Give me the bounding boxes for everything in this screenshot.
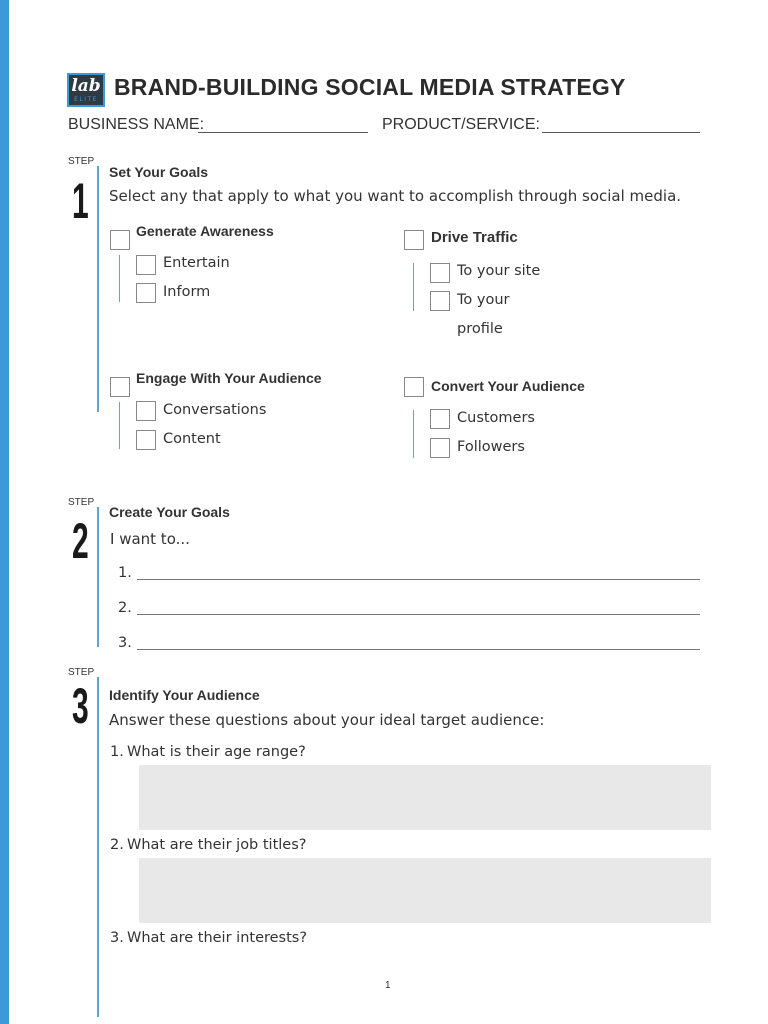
entertain-checkbox[interactable] [136, 255, 156, 275]
question-1-answer-box[interactable] [139, 765, 711, 830]
logo-subtext: ELITE [74, 96, 98, 103]
engage-audience-label: Engage With Your Audience [136, 370, 322, 386]
lab-elite-logo [67, 73, 105, 107]
left-accent-bar [0, 0, 9, 1024]
convert-audience-label: Convert Your Audience [431, 378, 585, 394]
question-3-text: What are their interests? [127, 930, 308, 946]
customers-label: Customers [457, 410, 535, 426]
question-3-number: 3. [110, 930, 124, 946]
conversations-label: Conversations [163, 402, 267, 418]
customers-checkbox[interactable] [430, 409, 450, 429]
drive-traffic-checkbox[interactable] [404, 230, 424, 250]
drive-traffic-label: Drive Traffic [431, 229, 518, 246]
step-3-instruction: Answer these questions about your ideal target audience: [109, 711, 545, 729]
product-service-label: PRODUCT/SERVICE: [382, 116, 540, 133]
goal-2-number: 2. [118, 600, 132, 616]
convert-audience-rule [413, 410, 414, 458]
goal-2-field[interactable] [137, 614, 700, 615]
step-1-rule [97, 166, 99, 412]
to-your-profile-label-cont: profile [457, 321, 503, 337]
step-1-label: STEP [68, 156, 95, 167]
logo-text: lab [71, 76, 101, 96]
drive-traffic-rule [413, 263, 414, 311]
generate-awareness-rule [119, 255, 120, 302]
to-your-profile-checkbox[interactable] [430, 291, 450, 311]
goal-3-number: 3. [118, 635, 132, 651]
step-3-label: STEP [68, 667, 95, 678]
page-number: 1 [385, 980, 391, 991]
followers-label: Followers [457, 439, 525, 455]
inform-label: Inform [163, 284, 211, 300]
question-2-answer-box[interactable] [139, 858, 711, 923]
to-your-site-label: To your site [457, 263, 541, 279]
step-1-instruction: Select any that apply to what you want to accomplish through social media. [109, 187, 682, 205]
followers-checkbox[interactable] [430, 438, 450, 458]
step-3-number: 3 [72, 678, 89, 734]
generate-awareness-checkbox[interactable] [110, 230, 130, 250]
step-3-heading: Identify Your Audience [109, 687, 260, 703]
conversations-checkbox[interactable] [136, 401, 156, 421]
question-2-number: 2. [110, 837, 124, 853]
page-title: BRAND-BUILDING SOCIAL MEDIA STRATEGY [114, 74, 626, 100]
question-1-text: What is their age range? [127, 744, 306, 760]
question-1-number: 1. [110, 744, 124, 760]
to-your-site-checkbox[interactable] [430, 263, 450, 283]
generate-awareness-label: Generate Awareness [136, 223, 274, 239]
product-service-field[interactable] [542, 132, 700, 133]
goal-1-number: 1. [118, 565, 132, 581]
step-3-rule [97, 677, 99, 1017]
step-1-heading: Set Your Goals [109, 164, 209, 180]
question-2-text: What are their job titles? [127, 837, 307, 853]
engage-audience-rule [119, 402, 120, 449]
convert-audience-checkbox[interactable] [404, 377, 424, 397]
goal-3-field[interactable] [137, 649, 700, 650]
step-2-lead: I want to... [110, 530, 190, 548]
entertain-label: Entertain [163, 255, 230, 271]
step-2-number: 2 [72, 513, 89, 569]
step-2-rule [97, 507, 99, 647]
business-name-label: BUSINESS NAME: [68, 116, 205, 133]
inform-checkbox[interactable] [136, 283, 156, 303]
goal-1-field[interactable] [137, 579, 700, 580]
content-label: Content [163, 431, 221, 447]
content-checkbox[interactable] [136, 430, 156, 450]
step-2-heading: Create Your Goals [109, 504, 230, 520]
to-your-profile-label: To your [457, 292, 510, 308]
business-name-field[interactable] [198, 132, 368, 133]
step-2-label: STEP [68, 497, 95, 508]
step-1-number: 1 [72, 173, 89, 229]
engage-audience-checkbox[interactable] [110, 377, 130, 397]
